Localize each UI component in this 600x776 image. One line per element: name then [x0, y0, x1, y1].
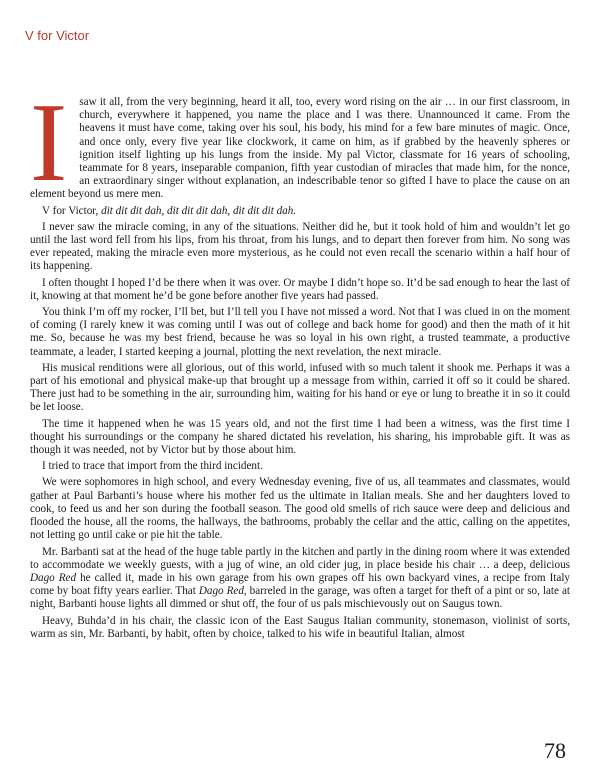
paragraph-6: His musical renditions were all glorious, out of this world, infused with so much talent it shook me. Perhaps it was a part of his emotional and physical make-up that brought up a message from within, carried it off so it could be shared. There just had to be something in the air, surrounding him, waiting for his hand or eye or lung to breathe it in so it could be let loose.: [30, 361, 570, 414]
paragraph-9: We were sophomores in high school, and every Wednesday evening, five of us, all teammates and classmates, would gather at Paul Barbanti’s house where his mother fed us the ultimate in Italian meals. She and her daughters loved to cook, to feed us and her son during the football season. The good old smells of rich sauce were deep and delicious and flooded the house, all the rooms, the hallways, the bathrooms, probably the cellar and the attic, calling on the appetites, not letting go until cake or pie hit the table.: [30, 476, 570, 542]
paragraph-8: I tried to trace that import from the third incident.: [42, 460, 263, 473]
paragraph-10-part-a: Mr. Barbanti sat at the head of the huge table partly in the kitchen and partly in the dining room where it was extended to accommodate we weekly guests, with a jug of wine, an old cider jug, in place beside his chair … a deep, delicious: [30, 545, 570, 571]
running-head: V for Victor: [25, 28, 90, 43]
paragraph-10: [30, 546, 570, 612]
dago-red-emphasis-1: Dago Red: [30, 571, 77, 584]
paragraph-3: I never saw the miracle coming, in any of the situations. Neither did he, but it took hold of him and wouldn’t let go until the last word fell from his lips, from his throat, from his lungs, and to depart then forever from him. No song was ever repeated, making the miracle even more mysterious, as he could not even recall the scenario within a half hour of its happening.: [30, 220, 570, 273]
drop-cap: I: [30, 81, 68, 205]
paragraph-1-text: saw it all, from the very beginning, heard it all, too, every word rising on the air … in our first classroom, in church, everywhere it happened, you name the place and I was there. Unannounced it came. From the heavens it must have come, taking over his soul, his body, his mind for a few bare minutes of magic. Once, and once only, every five year like clockwork, it came on him, as if grabbed by the heavenly spheres or ignition itself lighting up his lungs from the inside. My pal Victor, classmate for 16 years of schooling, teammate for 8 years, inseparable companion, fifth year custodian of miracles that made him, for the nonce, an extraordinary singer without explanation, an indescribable tenor so gifted I have to place the cause on an element beyond us mere men.: [30, 96, 570, 201]
paragraph-1: [30, 81, 570, 205]
paragraph-2-lead: V for Victor,: [42, 204, 102, 217]
paragraph-4: I often thought I hoped I’d be there when it was over. Or maybe I didn’t hope so. It’d be sad enough to hear the last of it, knowing at that moment he’d be gone before another five years had passed.: [30, 276, 570, 302]
body-text: [30, 81, 570, 644]
dago-red-emphasis-2: Dago Red: [198, 585, 244, 598]
paragraph-5: You think I’m off my rocker, I’ll bet, but I’ll tell you I have not missed a word. Not that I was clued in on the moment of coming (I rarely knew it was coming until I was out of college and back home for good) and then the math of it hit me. So, because he was my best friend, because he was so loyal in his own right, a trusted teammate, a productive teammate, a leader, I started keeping a journal, plotting the next revelation, the next miracle.: [30, 306, 570, 358]
paragraph-10-part-b: he called it, made in his own garage from his own grapes off his own backyard vines, a recipe from Italy come by boat fifty years earlier. That: [30, 571, 570, 598]
paragraph-7: The time it happened when he was 15 years old, and not the first time I had been a witness, was the first time I thought his surroundings or the company he shared dictated his revelation, his sharing, his improbable gift. It was as though it was needed, not by Victor but by those about him.: [30, 417, 570, 457]
paragraph-10-part-c: , barreled in the garage, was often a target for theft of a pint or so, late at night, Barbanti house lights all dimmed or shut off, the four of us pals mischievously out on Saugus town.: [30, 585, 570, 611]
paragraph-11: Heavy, Buhda’d in his chair, the classic icon of the East Saugus Italian community, stonemason, violinist of sorts, warm as sin, Mr. Barbanti, by habit, often by choice, talked to his wife in beautiful Italian, almost: [30, 614, 570, 640]
paragraph-2: [30, 205, 570, 218]
page-number: 78: [544, 738, 566, 763]
morse-refrain: dit dit dit dah, dit dit dit dah, dit dit dit dah.: [101, 204, 297, 217]
